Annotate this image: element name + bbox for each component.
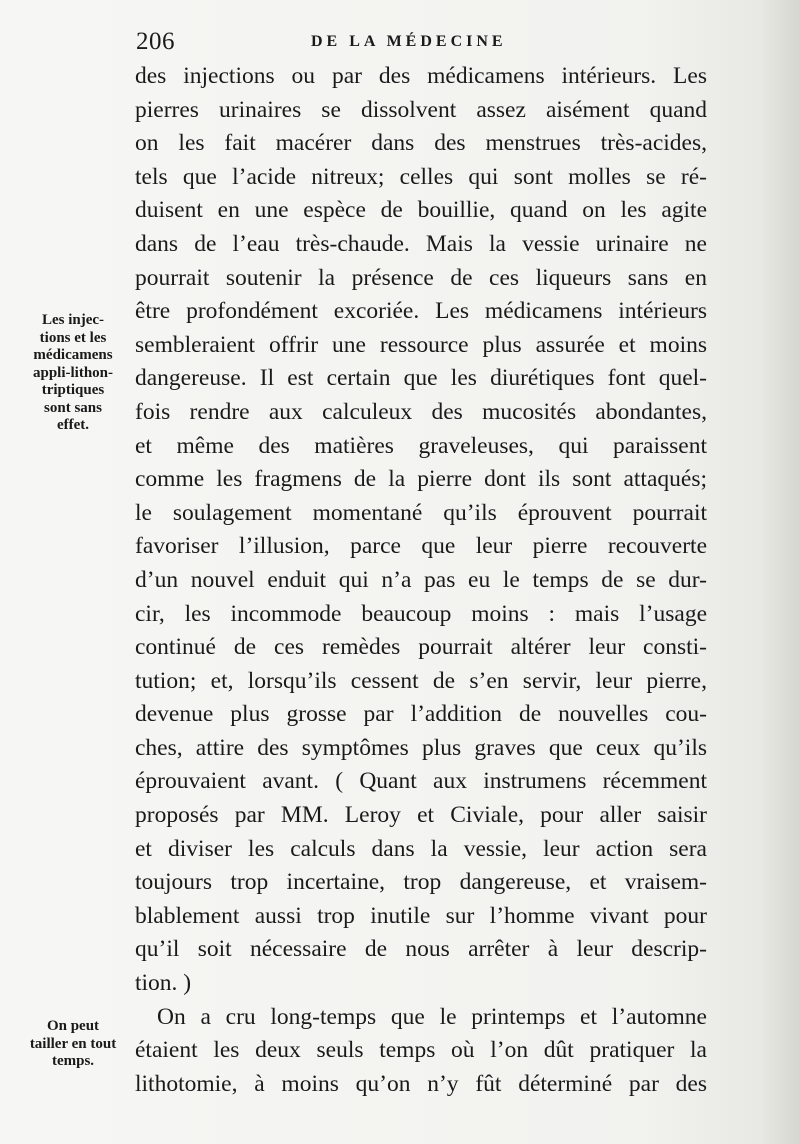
margin-note-injections [14, 312, 132, 435]
text-line: dans de l’eau très-chaude. Mais la vessie urinaire ne [135, 230, 707, 257]
text-line: pourrait soutenir la présence de ces liqueurs sans en [135, 264, 707, 291]
margin-note-line: temps. [51, 1053, 95, 1069]
margin-note-line: triptiques [41, 382, 105, 398]
running-title: DE LA MÉDECINE [311, 33, 507, 50]
text-line: sembleraient offrir une ressource plus assurée et moins [135, 331, 707, 358]
body-text [135, 60, 707, 1101]
page-number: 206 [136, 28, 175, 55]
text-line: être profondément excoriée. Les médicamens intérieurs [135, 298, 707, 325]
text-line: fois rendre aux calculeux des mucosités abondantes, [135, 398, 707, 425]
text-line: duisent en une espèce de bouillie, quand on les agite [135, 197, 707, 224]
text-line: lithotomie, à moins qu’on n’y fût déterminé par des [135, 1070, 707, 1097]
margin-note-tailler [14, 1018, 132, 1071]
text-line: ches, attire des symptômes plus graves que ceux qu’ils [135, 734, 707, 761]
margin-note-line: Les injec- [41, 312, 105, 328]
text-line: comme les fragmens de la pierre dont ils sont attaqués; [135, 466, 707, 493]
text-line: favoriser l’illusion, parce que leur pierre recouverte [135, 533, 707, 560]
margin-note-line: sont sans [44, 399, 102, 416]
text-line: le soulagement momentané qu’ils éprouvent pourrait [135, 499, 707, 526]
text-line: tution; et, lorsqu’ils cessent de s’en servir, leur pierre, [135, 667, 707, 694]
margin-note-line: effet. [56, 417, 90, 433]
text-line: étaient les deux seuls temps où l’on dût pratiquer la [135, 1037, 707, 1064]
text-line: on les fait macérer dans des menstrues très-acides, [135, 130, 707, 157]
text-line: éprouvaient avant. ( Quant aux instrumens récemment [135, 768, 707, 795]
text-line: qu’il soit nécessaire de nous arrêter à leur descrip- [135, 936, 707, 963]
margin-note-line: tions et les [39, 329, 107, 346]
margin-note-line: médicamens [33, 347, 113, 363]
margin-note-line: On peut [46, 1018, 100, 1034]
text-line: proposés par MM. Leroy et Civiale, pour aller saisir [135, 802, 707, 829]
margin-note-line: tailler en tout [29, 1035, 117, 1052]
text-line: devenue plus grosse par l’addition de nouvelles cou- [135, 701, 707, 728]
page-header [136, 28, 716, 62]
text-line: et même des matières graveleuses, qui paraissent [135, 432, 707, 459]
text-line: d’un nouvel enduit qui n’a pas eu le temps de se dur- [135, 566, 707, 593]
text-line: pierres urinaires se dissolvent assez aisément quand [135, 96, 707, 123]
text-line: continué de ces remèdes pourrait altérer leur consti- [135, 634, 707, 661]
text-line: toujours trop incertaine, trop dangereuse, et vraisem- [135, 869, 707, 896]
text-line: et diviser les calculs dans la vessie, leur action sera [135, 835, 707, 862]
margin-note-line: appli-lithon- [32, 364, 114, 381]
text-line: blablement aussi trop inutile sur l’homme vivant pour [135, 902, 707, 929]
text-line: dangereuse. Il est certain que les diurétiques font quel- [135, 365, 707, 392]
text-line: tels que l’acide nitreux; celles qui sont molles se ré- [135, 163, 707, 190]
text-line: des injections ou par des médicamens intérieurs. Les [135, 63, 707, 89]
text-line: cir, les incommode beaucoup moins : mais l’usage [135, 600, 707, 627]
text-line: tion. ) [135, 970, 192, 997]
text-line: On a cru long-temps que le printemps et l’automne [157, 1003, 707, 1030]
